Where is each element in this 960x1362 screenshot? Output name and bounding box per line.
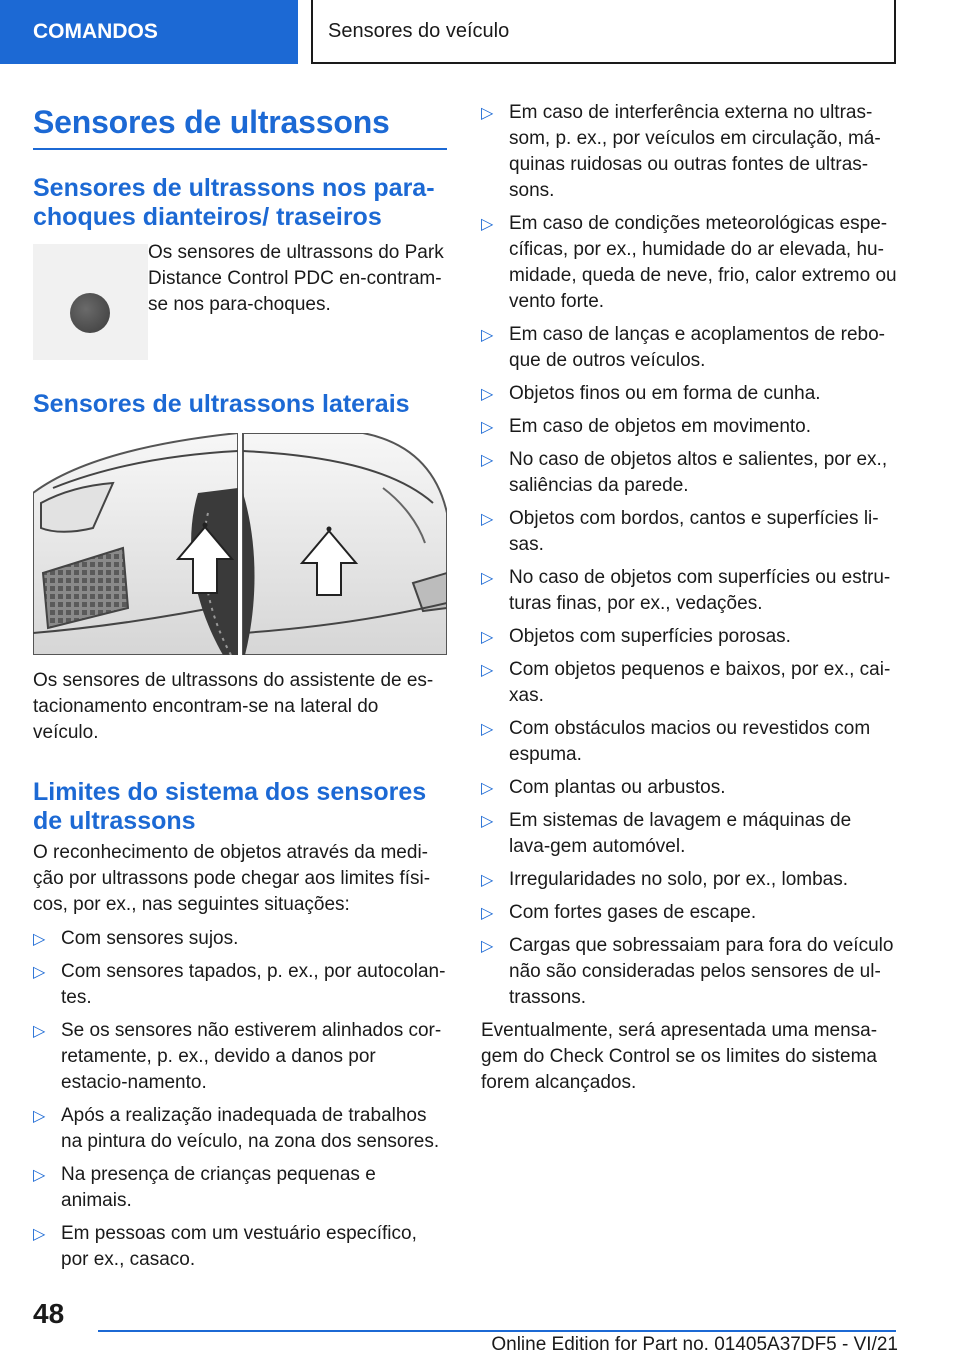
- triangle-bullet-icon: ▷: [481, 386, 494, 403]
- heading-system-limits: Limites do sistema dos sensores de ultrassons: [33, 778, 427, 835]
- list-item: ▷ Com objetos pequenos e baixos, por ex., cai-xas.: [481, 659, 891, 706]
- list-item: ▷ No caso de objetos com superfícies ou estru-turas finas, por ex., vedações.: [481, 567, 891, 614]
- triangle-bullet-icon: ▷: [33, 1108, 46, 1125]
- list-item: ▷ Objetos com bordos, cantos e superfícies li-sas.: [481, 508, 879, 555]
- triangle-bullet-icon: ▷: [481, 327, 494, 344]
- triangle-bullet-icon: ▷: [481, 629, 494, 646]
- triangle-bullet-icon: ▷: [33, 964, 46, 981]
- sensor-disc-icon: [70, 293, 110, 333]
- list-item: ▷ Cargas que sobressaiam para fora do veículo não são consideradas pelos sensores de ul-trassons.: [481, 935, 894, 1008]
- front-rear-sensor-block: [33, 244, 447, 360]
- triangle-bullet-icon: ▷: [481, 872, 494, 889]
- list-item: ▷ Em caso de condições meteorológicas espe-cíficas, por ex., humidade do ar elevada, hu-midade, queda de neve, frio, calor extremo ou vento forte.: [481, 213, 897, 312]
- right-column: [481, 100, 897, 1096]
- list-item: ▷ Com obstáculos macios ou revestidos com espuma.: [481, 718, 871, 765]
- list-item: ▷ Após a realização inadequada de trabalhos na pintura do veículo, na zona dos sensores.: [33, 1105, 440, 1152]
- list-item: ▷ Em caso de interferência externa no ultras-som, p. ex., por veículos em circulação, má-quinas ruidosas ou outras fontes de ultras-sons.: [481, 102, 881, 201]
- list-item: ▷ Com sensores sujos.: [33, 926, 447, 952]
- list-item: ▷ Com fortes gases de escape.: [481, 900, 897, 926]
- triangle-bullet-icon: ▷: [33, 1167, 46, 1184]
- triangle-bullet-icon: ▷: [33, 931, 46, 948]
- triangle-bullet-icon: ▷: [481, 452, 494, 469]
- list-item: ▷ Irregularidades no solo, por ex., lombas.: [481, 867, 897, 893]
- header-chapter: Sensores do veículo: [311, 0, 896, 64]
- footer-edition: Online Edition for Part no. 01405A37DF5 - VI/21: [491, 1334, 898, 1355]
- lateral-sensor-car-illustration: [33, 433, 447, 655]
- triangle-bullet-icon: ▷: [481, 662, 494, 679]
- triangle-bullet-icon: ▷: [33, 1226, 46, 1243]
- triangle-bullet-icon: ▷: [481, 905, 494, 922]
- heading-front-rear-sensors: Sensores de ultrassons nos para-choques dianteiros/ traseiros: [33, 174, 435, 231]
- footer-divider: [98, 1330, 896, 1332]
- front-rear-sensor-text: Os sensores de ultrassons do Park Distance Control PDC en-contram-se nos para-choques.: [148, 242, 444, 315]
- list-item: ▷ No caso de objetos altos e salientes, por ex., saliências da parede.: [481, 449, 888, 496]
- list-item: ▷ Em caso de lanças e acoplamentos de rebo-que de outros veículos.: [481, 324, 885, 371]
- page-number: 48: [33, 1298, 65, 1329]
- heading-lateral-sensors: Sensores de ultrassons laterais: [33, 390, 410, 418]
- list-item: ▷ Se os sensores não estiverem alinhados cor-retamente, p. ex., devido a danos por estacio-namento.: [33, 1020, 442, 1093]
- right-limits-list: [481, 100, 897, 1011]
- list-item: ▷ Em pessoas com um vestuário específico, por ex., casaco.: [33, 1223, 417, 1270]
- list-item: ▷ Com plantas ou arbustos.: [481, 775, 897, 801]
- triangle-bullet-icon: ▷: [481, 511, 494, 528]
- triangle-bullet-icon: ▷: [481, 721, 494, 738]
- triangle-bullet-icon: ▷: [481, 570, 494, 587]
- triangle-bullet-icon: ▷: [481, 813, 494, 830]
- lateral-sensor-text: Os sensores de ultrassons do assistente de es-tacionamento encontram-se na lateral do veículo.: [33, 670, 434, 743]
- ultrasonic-sensor-image: [33, 244, 148, 360]
- list-item: ▷ Objetos finos ou em forma de cunha.: [481, 381, 897, 407]
- list-item: ▷ Em sistemas de lavagem e máquinas de lava-gem automóvel.: [481, 810, 852, 857]
- page-title: Sensores de ultrassons: [33, 100, 447, 150]
- triangle-bullet-icon: ▷: [481, 216, 494, 233]
- triangle-bullet-icon: ▷: [481, 780, 494, 797]
- list-item: ▷ Na presença de crianças pequenas e animais.: [33, 1164, 376, 1211]
- closing-paragraph: Eventualmente, será apresentada uma mensa-gem do Check Control se os limites do sistema forem alcançados.: [481, 1020, 878, 1093]
- left-column: [33, 100, 447, 1280]
- triangle-bullet-icon: ▷: [33, 1023, 46, 1040]
- list-item: ▷ Com sensores tapados, p. ex., por autocolan-tes.: [33, 961, 446, 1008]
- triangle-bullet-icon: ▷: [481, 105, 494, 122]
- list-item: ▷ Objetos com superfícies porosas.: [481, 624, 897, 650]
- triangle-bullet-icon: ▷: [481, 419, 494, 436]
- header-section-tab: COMANDOS: [0, 0, 298, 64]
- system-limits-intro: O reconhecimento de objetos através da medi-ção por ultrassons pode chegar aos limites físi-cos, por ex., nas seguintes situações:: [33, 842, 431, 915]
- list-item: ▷ Em caso de objetos em movimento.: [481, 414, 897, 440]
- left-limits-list: [33, 926, 447, 1273]
- triangle-bullet-icon: ▷: [481, 938, 494, 955]
